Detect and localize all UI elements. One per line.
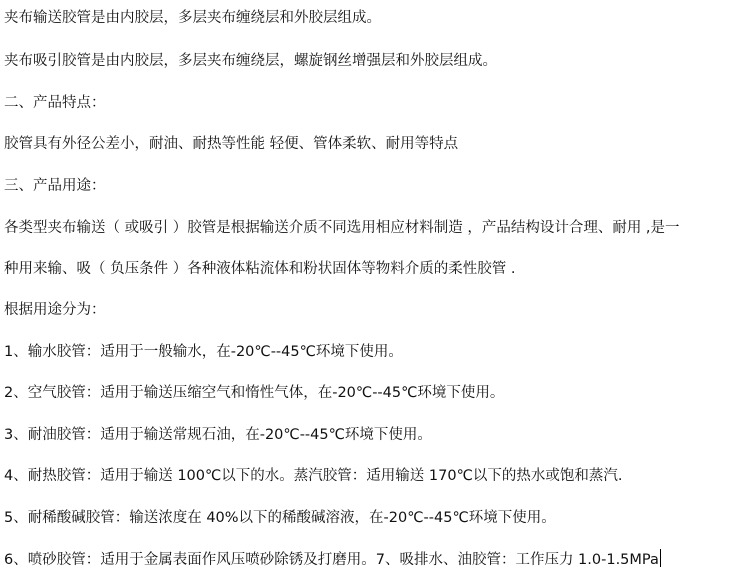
paragraph-line-uses-2: 种用来输、吸（ 负压条件 ）各种液体粘流体和粉状固体等物料介质的柔性胶管 . [4, 261, 516, 277]
paragraph-line-classification: 根据用途分为： [4, 302, 106, 318]
paragraph-line-uses-1: 各类型夹布输送（ 或吸引 ）胶管是根据输送介质不同选用相应材料制造 ，产品结构设计合理、耐用 ,是一 [4, 220, 680, 236]
list-item-2: 2、空气胶管：适用于输送压缩空气和惰性气体，在-20℃--45℃环境下使用。 [4, 385, 505, 401]
list-item-4: 4、耐热胶管：适用于输送 100℃以下的水。蒸汽胶管：适用输送 170℃以下的热水或饱和蒸汽. [4, 468, 623, 484]
paragraph-line-1: 夹布输送胶管是由内胶层，多层夹布缠绕层和外胶层组成。 [4, 10, 381, 26]
paragraph-line-features: 胶管具有外径公差小，耐油、耐热等性能 轻便、管体柔软、耐用等特点 [4, 136, 459, 152]
list-item-6 [4, 549, 661, 570]
list-item-5: 5、耐稀酸碱胶管：输送浓度在 40%以下的稀酸碱溶液，在-20℃--45℃环境下使用。 [4, 510, 556, 526]
section-heading-features: 二、产品特点： [4, 95, 106, 111]
list-item-6-text: 6、喷砂胶管：适用于金属表面作风压喷砂除锈及打磨用。7、吸排水、油胶管：工作压力 1.0-1.5MPa [4, 552, 659, 568]
paragraph-line-2: 夹布吸引胶管是由内胶层，多层夹布缠绕层，螺旋钢丝增强层和外胶层组成。 [4, 53, 497, 69]
text-cursor [660, 549, 661, 567]
section-heading-uses: 三、产品用途： [4, 178, 106, 194]
list-item-1: 1、输水胶管：适用于一般输水，在-20℃--45℃环境下使用。 [4, 344, 403, 360]
list-item-3: 3、耐油胶管：适用于输送常规石油，在-20℃--45℃环境下使用。 [4, 427, 432, 443]
